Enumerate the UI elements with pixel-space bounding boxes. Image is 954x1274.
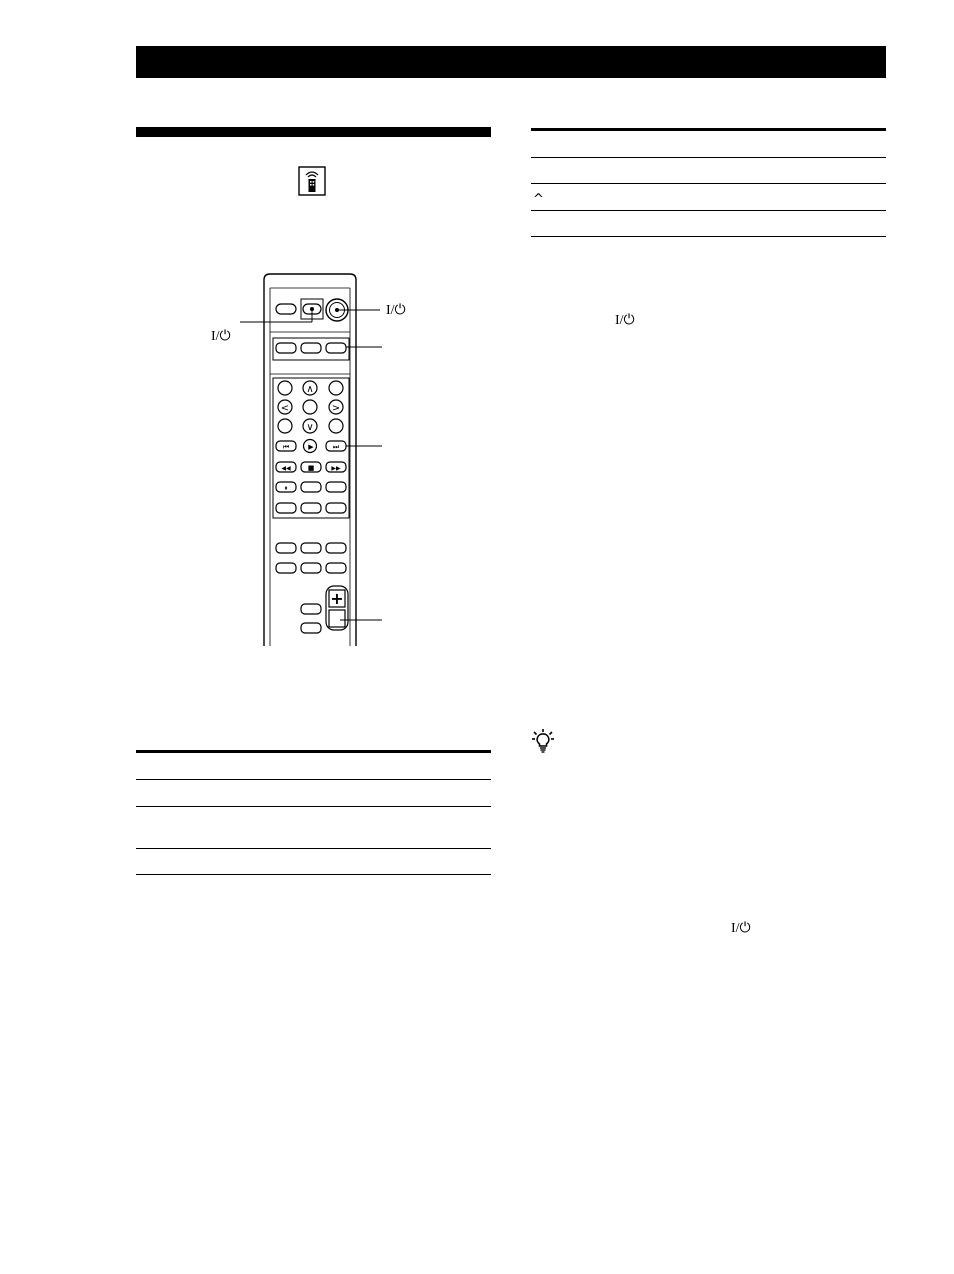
right-table-rule-3 [531, 210, 886, 211]
power-label-right: I/⏻ [386, 303, 406, 318]
power-label-body-2: I/⏻ [731, 921, 751, 936]
caret-row-symbol: ^ [533, 192, 544, 207]
remote-control-icon [298, 166, 326, 196]
svg-text:⏮: ⏮ [282, 443, 290, 451]
right-table-rule-2 [531, 183, 886, 184]
svg-text:>: > [331, 403, 341, 414]
svg-text:▶▶: ▶▶ [331, 465, 341, 472]
left-table-top-rule [136, 750, 491, 753]
lightbulb-tip-icon [531, 728, 555, 754]
page-header-bar [136, 46, 886, 78]
svg-text:∨: ∨ [306, 422, 314, 433]
left-table-rule-1 [136, 779, 491, 780]
left-section-heading-rule [136, 127, 491, 137]
left-table-rule-3 [136, 848, 491, 849]
left-table-rule-2 [136, 806, 491, 807]
svg-text:<: < [280, 403, 290, 414]
power-label-body-1: I/⏻ [615, 313, 635, 328]
svg-text:▶: ▶ [308, 443, 314, 451]
right-table-top-rule [531, 128, 886, 131]
right-table-rule-4 [531, 236, 886, 237]
svg-text:+: + [330, 589, 344, 608]
right-table-rule-1 [531, 157, 886, 158]
left-table-rule-4 [136, 874, 491, 875]
svg-text:∧: ∧ [306, 384, 314, 395]
svg-text:⏭: ⏭ [332, 443, 340, 451]
svg-text:⏸: ⏸ [284, 484, 288, 492]
svg-text:■: ■ [307, 464, 315, 472]
svg-text:◀◀: ◀◀ [281, 465, 291, 472]
remote-control-illustration [200, 268, 430, 648]
power-label-left: I/⏻ [211, 329, 231, 344]
